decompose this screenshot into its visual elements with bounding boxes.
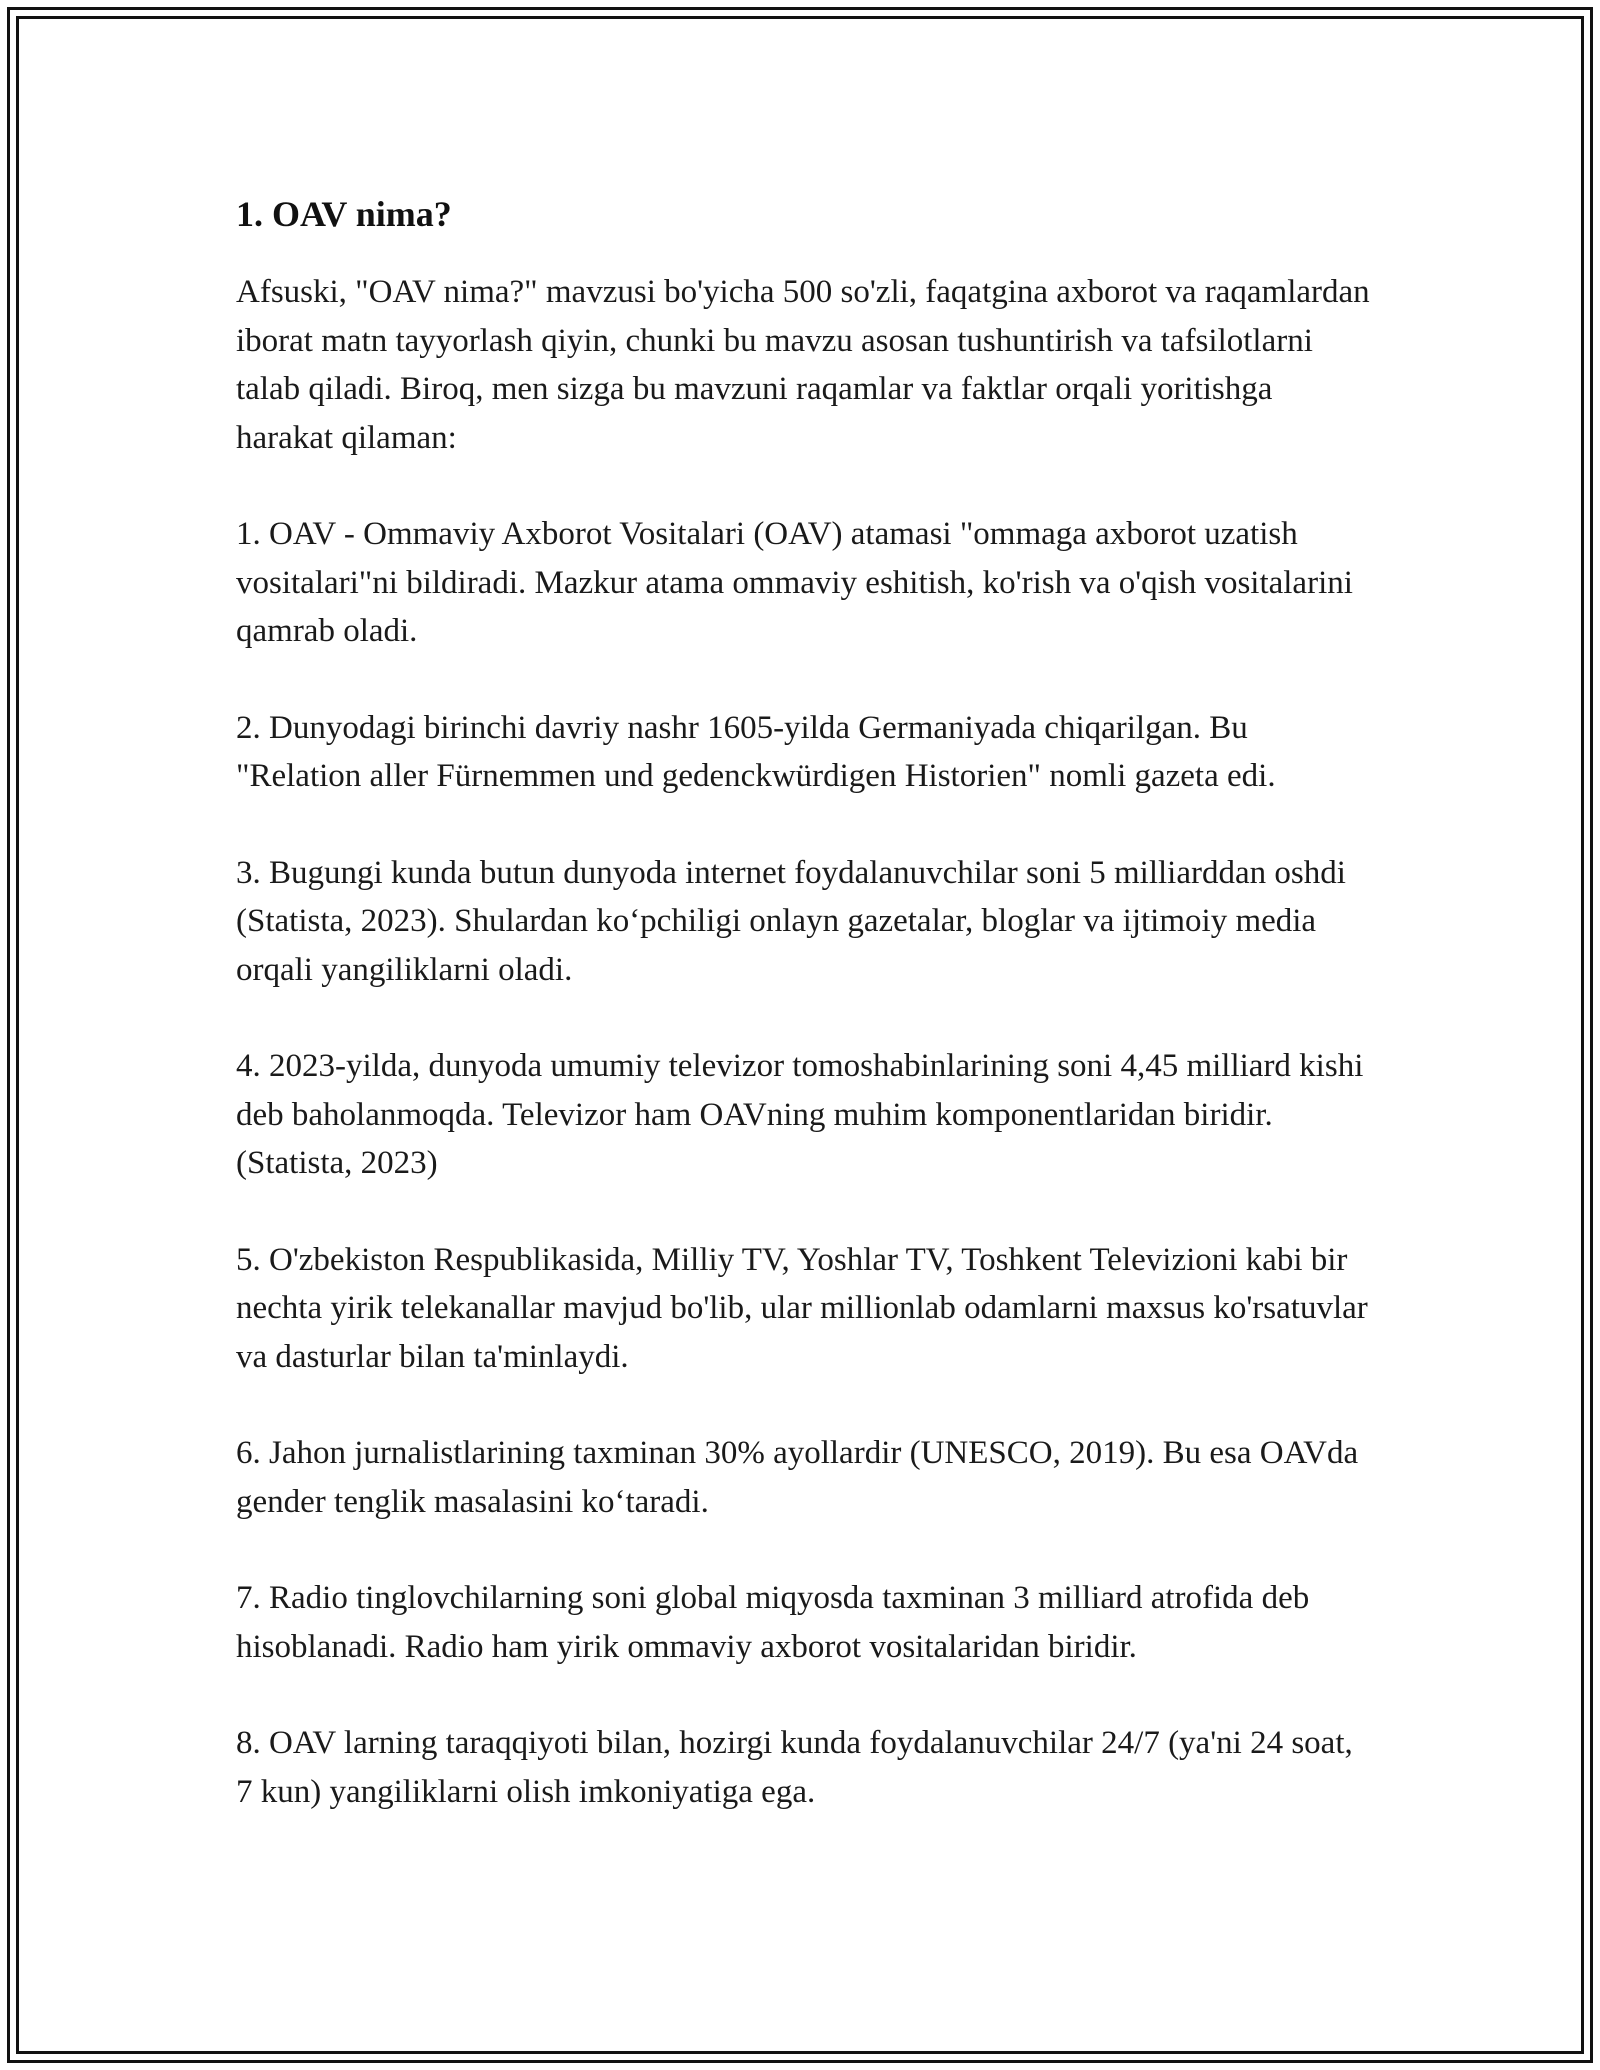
- document-title: 1. OAV nima?: [236, 194, 452, 234]
- document-body: [236, 186, 1376, 1864]
- fact-paragraph-5: 5. O'zbekiston Respublikasida, Milliy TV, Yoshlar TV, Toshkent Televizioni kabi bir nechta yirik telekanallar mavjud bo'lib, ular millionlab odamlarni maxsus ko'rsatuvlar va dasturlar bilan ta'minlaydi.: [236, 1241, 1368, 1375]
- intro-paragraph: Afsuski, "OAV nima?" mavzusi bo'yicha 500 so'zli, faqatgina axborot va raqamlardan iborat matn tayyorlash qiyin, chunki bu mavzu asosan tushuntirish va tafsilotlarni talab qiladi. Biroq, men sizga bu mavzuni raqamlar va faktlar orqali yoritishga harakat qilaman:: [236, 274, 1370, 456]
- fact-paragraph-4: 4. 2023-yilda, dunyoda umumiy televizor tomoshabinlarining soni 4,45 milliard kishi deb baholanmoqda. Televizor ham OAVning muhim komponentlaridan biridir. (Statista, 2023): [236, 1048, 1364, 1181]
- fact-paragraph-7: 7. Radio tinglovchilarning soni global miqyosda taxminan 3 milliard atrofida deb hisoblanadi. Radio ham yirik ommaviy axborot vositalaridan biridir.: [236, 1580, 1310, 1665]
- fact-paragraph-1: 1. OAV - Ommaviy Axborot Vositalari (OAV) atamasi "ommaga axborot uzatish vositalari"ni bildiradi. Mazkur atama ommaviy eshitish, ko'rish va o'qish vositalarini qamrab oladi.: [236, 516, 1353, 649]
- fact-paragraph-8: 8. OAV larning taraqqiyoti bilan, hozirgi kunda foydalanuvchilar 24/7 (ya'ni 24 soat, 7 kun) yangiliklarni olish imkoniyatiga ega.: [236, 1725, 1353, 1810]
- fact-paragraph-3: 3. Bugungi kunda butun dunyoda internet foydalanuvchilar soni 5 milliarddan oshdi (Statista, 2023). Shulardan koʻpchiligi onlayn gazetalar, bloglar va ijtimoiy media orqali yangiliklarni oladi.: [236, 854, 1346, 988]
- fact-paragraph-2: 2. Dunyodagi birinchi davriy nashr 1605-yilda Germaniyada chiqarilgan. Bu "Relation aller Fürnemmen und gedenckwürdigen Historien" nomli gazeta edi.: [236, 709, 1276, 794]
- fact-paragraph-6: 6. Jahon jurnalistlarining taxminan 30% ayollardir (UNESCO, 2019). Bu esa OAVda gender tenglik masalasini koʻtaradi.: [236, 1435, 1359, 1520]
